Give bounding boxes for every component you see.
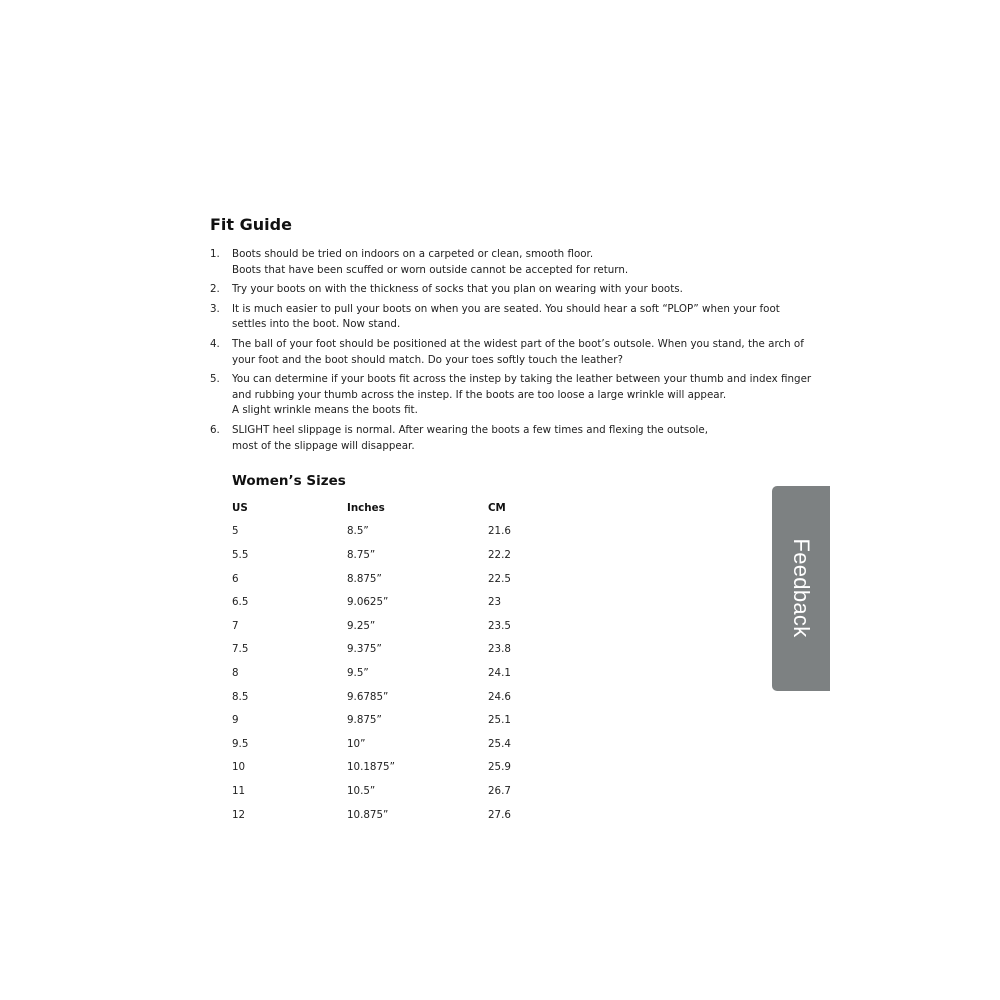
table-header-row [232, 496, 548, 520]
cell-inches: 10” [347, 737, 366, 750]
list-item-number: 1. [210, 248, 220, 260]
table-row [232, 638, 548, 662]
cell-us: 9.5 [232, 737, 249, 750]
column-header-cm: CM [488, 501, 506, 514]
cell-cm: 24.1 [488, 666, 511, 679]
cell-inches: 8.75” [347, 548, 376, 561]
table-row [232, 590, 548, 614]
column-header-inches: Inches [347, 501, 385, 514]
cell-us: 5 [232, 525, 239, 538]
cell-cm: 25.9 [488, 761, 511, 774]
cell-inches: 10.875” [347, 808, 389, 821]
table-row [232, 708, 548, 732]
cell-cm: 23.5 [488, 619, 511, 632]
list-item-text: You can determine if your boots fit across the instep by taking the leather between your thumb and index finger and rubbing your thumb across the instep. If the boots are too loose a large wrinkle will appear. A slight wrinkle means the boots fit. [232, 373, 812, 417]
table-row [232, 685, 548, 709]
cell-cm: 25.1 [488, 714, 511, 727]
column-header-us: US [232, 501, 248, 514]
table-row [232, 756, 548, 780]
cell-inches: 9.375” [347, 643, 382, 656]
cell-inches: 10.1875” [347, 761, 395, 774]
table-row [232, 779, 548, 803]
cell-cm: 22.2 [488, 548, 511, 561]
cell-cm: 23 [488, 596, 502, 609]
table-row [232, 661, 548, 685]
cell-us: 10 [232, 761, 246, 774]
list-item-number: 3. [210, 302, 220, 315]
cell-inches: 8.875” [347, 572, 382, 585]
list-item-number: 2. [210, 283, 220, 296]
list-item [210, 247, 830, 278]
list-item [210, 423, 830, 454]
table-row [232, 732, 548, 756]
table-row [232, 803, 548, 827]
cell-cm: 24.6 [488, 690, 511, 703]
womens-sizes-title: Women’s Sizes [232, 473, 346, 489]
cell-inches: 9.875” [347, 714, 382, 727]
feedback-button[interactable] [772, 486, 830, 691]
cell-us: 5.5 [232, 548, 249, 561]
table-row [232, 614, 548, 638]
cell-us: 9 [232, 714, 239, 727]
cell-cm: 27.6 [488, 808, 511, 821]
cell-inches: 9.6785” [347, 690, 389, 703]
cell-us: 7.5 [232, 643, 249, 656]
list-item-number: 5. [210, 373, 220, 386]
table-row [232, 543, 548, 567]
cell-cm: 26.7 [488, 784, 511, 797]
table-row [232, 520, 548, 544]
cell-inches: 9.0625” [347, 596, 389, 609]
list-item-text: The ball of your foot should be positioned at the widest part of the boot’s outsole. When you stand, the arch of your foot and the boot should match. Do your toes softly touch the leather? [232, 337, 804, 366]
list-item [210, 282, 830, 298]
page-title: Fit Guide [210, 215, 292, 234]
feedback-label: Feedback [789, 538, 814, 638]
cell-us: 11 [232, 784, 246, 797]
cell-cm: 21.6 [488, 525, 511, 538]
cell-inches: 10.5” [347, 784, 376, 797]
cell-cm: 22.5 [488, 572, 511, 585]
cell-cm: 25.4 [488, 737, 511, 750]
cell-us: 6.5 [232, 596, 249, 609]
list-item-text: SLIGHT heel slippage is normal. After wearing the boots a few times and flexing the outsole, most of the slippage will disappear. [232, 423, 709, 452]
cell-inches: 9.5” [347, 666, 369, 679]
list-item [210, 372, 830, 419]
cell-us: 8.5 [232, 690, 249, 703]
list-item-number: 4. [210, 337, 220, 350]
table-row [232, 567, 548, 591]
list-item [210, 337, 830, 368]
cell-us: 12 [232, 808, 246, 821]
cell-cm: 23.8 [488, 643, 511, 656]
list-item-text: Try your boots on with the thickness of socks that you plan on wearing with your boots. [232, 283, 683, 296]
cell-us: 6 [232, 572, 239, 585]
list-item [210, 302, 830, 333]
cell-inches: 9.25” [347, 619, 376, 632]
cell-us: 8 [232, 666, 239, 679]
list-item-number: 6. [210, 423, 220, 436]
list-item-text: It is much easier to pull your boots on when you are seated. You should hear a soft “PLOP” when your foot settles into the boot. Now stand. [232, 302, 780, 331]
list-item-text: Boots should be tried on indoors on a carpeted or clean, smooth floor. Boots that have been scuffed or worn outside cannot be accepted for return. [232, 248, 629, 276]
fit-guide-list [210, 247, 830, 458]
womens-size-table [232, 496, 548, 826]
cell-us: 7 [232, 619, 239, 632]
cell-inches: 8.5” [347, 525, 369, 538]
